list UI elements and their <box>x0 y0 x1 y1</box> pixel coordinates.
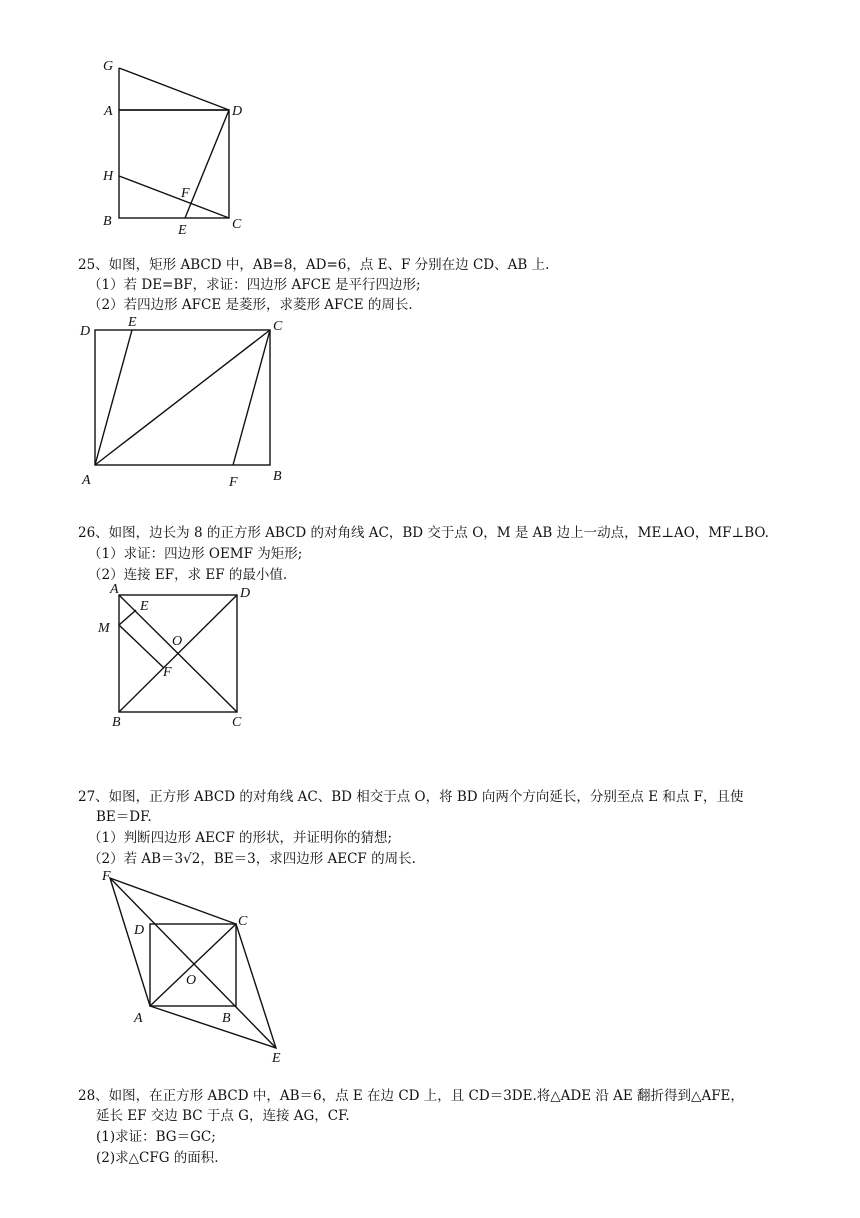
problem-26-stem: 26、如图，边长为 8 的正方形 ABCD 的对角线 AC，BD 交于点 O，M 是 AB 边上一动点，ME⊥AO，MF⊥BO. <box>78 525 769 541</box>
label-E: E <box>128 315 137 330</box>
problem-25-q2: （2）若四边形 AFCE 是菱形，求菱形 AFCE 的周长. <box>88 297 413 313</box>
label-O: O <box>186 973 197 988</box>
label-D: D <box>240 586 251 601</box>
problem-25-q1: （1）若 DE=BF，求证：四边形 AFCE 是平行四边形; <box>88 277 421 293</box>
label-E: E <box>140 599 149 614</box>
problem-26-q2: （2）连接 EF，求 EF 的最小值. <box>88 567 288 583</box>
label-D: D <box>134 923 145 938</box>
label-F: F <box>229 475 238 490</box>
label-B: B <box>222 1011 231 1026</box>
label-F: F <box>163 665 172 680</box>
label-D: D <box>232 104 243 119</box>
label-E: E <box>178 223 187 238</box>
label-A: A <box>82 473 91 488</box>
problem-28-stem: 28、如图，在正方形 ABCD 中，AB＝6，点 E 在边 CD 上，且 CD＝3DE.将△ADE 沿 AE 翻折得到△AFE， <box>78 1088 744 1104</box>
label-A: A <box>110 582 119 597</box>
label-G: G <box>103 59 114 74</box>
label-C: C <box>232 217 242 232</box>
label-B: B <box>103 214 112 229</box>
label-C: C <box>238 914 248 929</box>
problem-27-stem: 27、如图，正方形 ABCD 的对角线 AC、BD 相交于点 O，将 BD 向两个方向延长，分别至点 E 和点 F，且使 <box>78 789 744 805</box>
label-D: D <box>80 324 91 339</box>
label-M: M <box>98 621 110 636</box>
problem-27-stem-cont: BE＝DF. <box>96 809 152 825</box>
label-A: A <box>104 104 113 119</box>
label-O: O <box>172 634 183 649</box>
label-F: F <box>102 869 111 884</box>
label-B: B <box>273 469 282 484</box>
label-C: C <box>232 715 242 730</box>
problem-25-stem: 25、如图，矩形 ABCD 中，AB=8，AD=6，点 E、F 分别在边 CD、AB 上. <box>78 257 550 273</box>
label-B: B <box>112 715 121 730</box>
problem-28-q1: (1)求证：BG＝GC; <box>96 1129 216 1145</box>
problem-26-q1: （1）求证：四边形 OEMF 为矩形; <box>88 546 303 562</box>
label-F: F <box>181 186 190 201</box>
problem-27-q1: （1）判断四边形 AECF 的形状，并证明你的猜想; <box>88 830 393 846</box>
label-E: E <box>272 1051 281 1066</box>
problem-28-q2: (2)求△CFG 的面积. <box>96 1150 219 1166</box>
label-H: H <box>103 169 114 184</box>
problem-28-stem-cont: 延长 EF 交边 BC 于点 G，连接 AG，CF. <box>96 1108 350 1124</box>
label-A: A <box>134 1011 143 1026</box>
label-C: C <box>273 319 283 334</box>
problem-27-q2: （2）若 AB＝3√2，BE＝3，求四边形 AECF 的周长. <box>88 851 416 867</box>
